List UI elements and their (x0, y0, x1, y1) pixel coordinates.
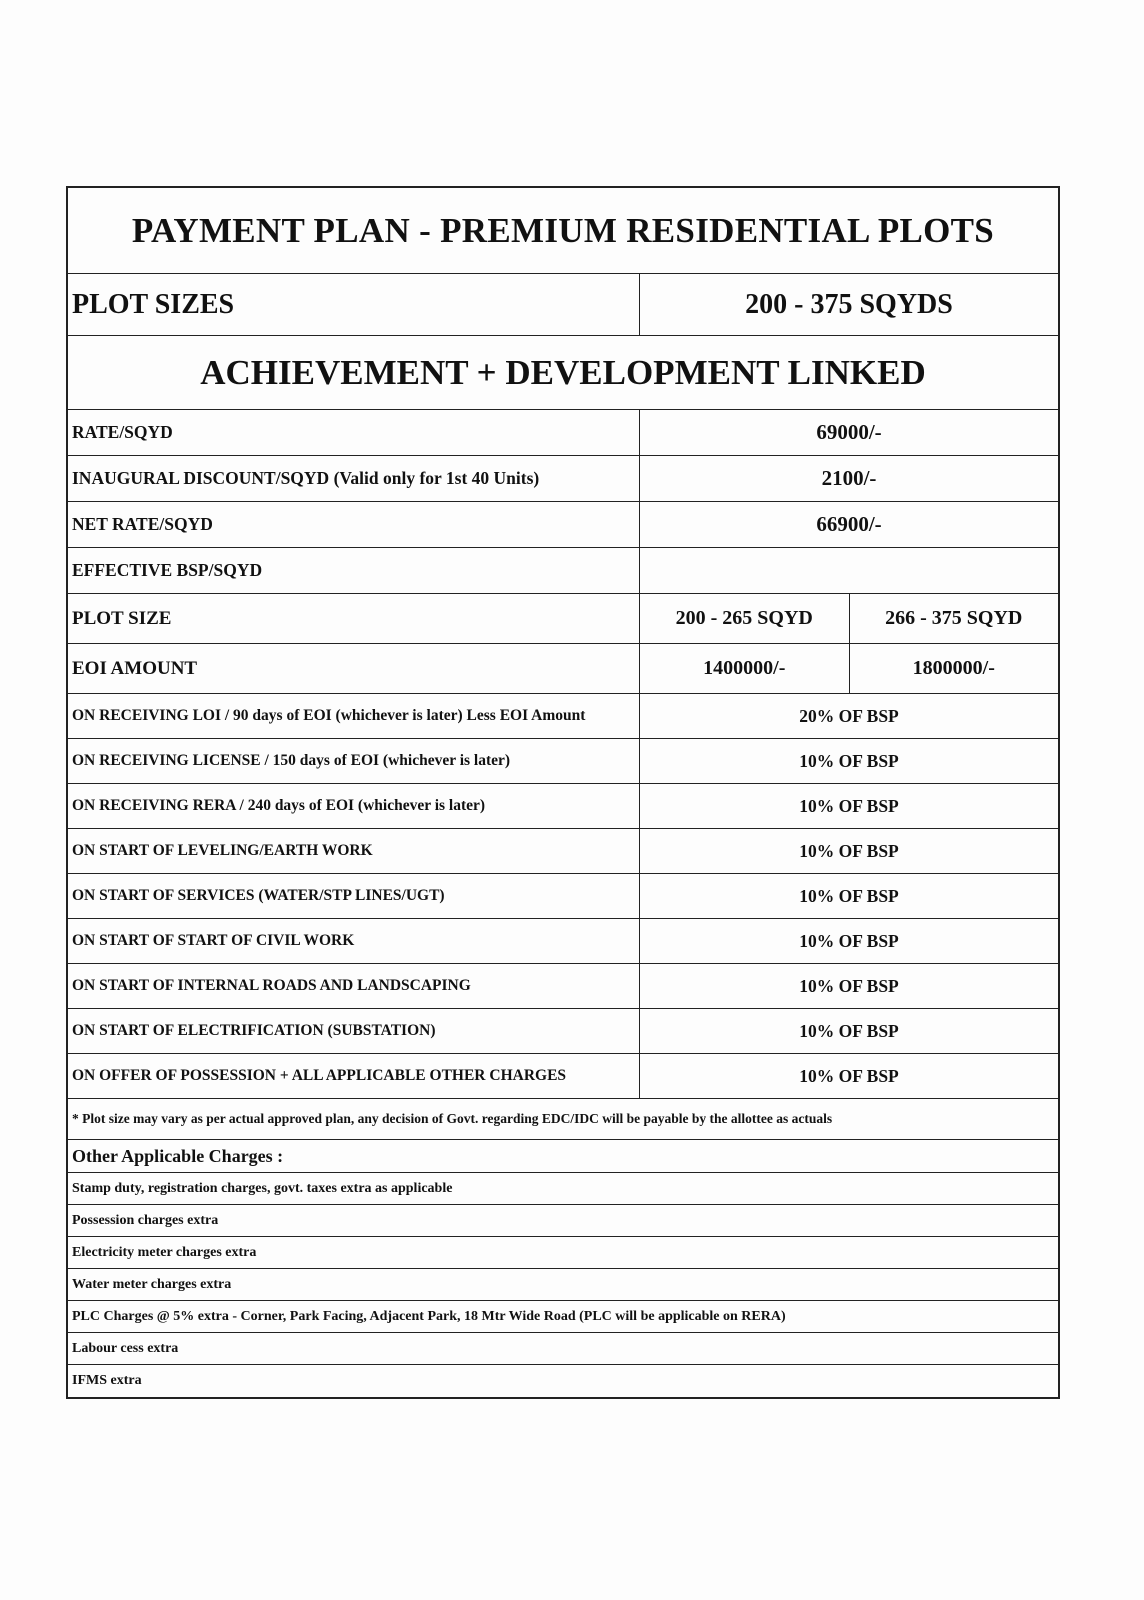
stage-row (68, 1054, 1058, 1099)
note-row (68, 1099, 1058, 1140)
effective-bsp-label: EFFECTIVE BSP/SQYD (68, 548, 640, 593)
plan-type-heading: ACHIEVEMENT + DEVELOPMENT LINKED (200, 352, 926, 392)
other-charges-heading: Other Applicable Charges : (72, 1145, 284, 1166)
stage-value: 10% OF BSP (799, 975, 899, 996)
charge-item: Water meter charges extra (72, 1276, 232, 1292)
charge-row (68, 1173, 1058, 1205)
stage-label: ON START OF INTERNAL ROADS AND LANDSCAPING (68, 964, 640, 1008)
stage-row (68, 694, 1058, 739)
net-rate-label: NET RATE/SQYD (68, 502, 640, 547)
charge-row (68, 1365, 1058, 1397)
charge-row (68, 1269, 1058, 1301)
discount-value: 2100/- (821, 466, 877, 490)
plot-size-label: PLOT SIZE (68, 594, 640, 643)
stage-label: ON RECEIVING LOI / 90 days of EOI (whichever is later) Less EOI Amount (68, 694, 640, 738)
charge-row (68, 1333, 1058, 1365)
stage-row (68, 874, 1058, 919)
effective-bsp-value (640, 548, 1058, 593)
stage-label: ON START OF ELECTRIFICATION (SUBSTATION) (68, 1009, 640, 1053)
charge-item: Electricity meter charges extra (72, 1244, 257, 1260)
charge-row (68, 1301, 1058, 1333)
charge-row (68, 1237, 1058, 1269)
stage-row (68, 1009, 1058, 1054)
plot-size-large: 266 - 375 SQYD (849, 594, 1059, 643)
stage-label: ON START OF LEVELING/EARTH WORK (68, 829, 640, 873)
other-charges-heading-row (68, 1140, 1058, 1173)
eoi-small: 1400000/- (703, 657, 786, 679)
payment-plan-table (66, 186, 1060, 1399)
charge-item: IFMS extra (72, 1373, 142, 1388)
stage-label: ON START OF START OF CIVIL WORK (68, 919, 640, 963)
charge-item: Stamp duty, registration charges, govt. taxes extra as applicable (72, 1180, 453, 1196)
stage-row (68, 919, 1058, 964)
stage-value: 10% OF BSP (799, 885, 899, 906)
plot-size-row (68, 594, 1058, 644)
charge-item: Labour cess extra (72, 1340, 179, 1356)
stage-value: 10% OF BSP (799, 1020, 899, 1041)
stage-value: 10% OF BSP (799, 750, 899, 771)
document-title: PAYMENT PLAN - PREMIUM RESIDENTIAL PLOTS (131, 210, 995, 250)
rate-row (68, 410, 1058, 456)
charge-item: Possession charges extra (72, 1212, 219, 1228)
eoi-row (68, 644, 1058, 694)
eoi-large: 1800000/- (849, 644, 1059, 693)
net-rate-row (68, 502, 1058, 548)
stage-value: 10% OF BSP (799, 930, 899, 951)
net-rate-value: 66900/- (816, 512, 882, 536)
discount-label: INAUGURAL DISCOUNT/SQYD (Valid only for 1st 40 Units) (68, 456, 640, 501)
stage-value: 10% OF BSP (799, 840, 899, 861)
plot-size-note: * Plot size may vary as per actual approved plan, any decision of Govt. regarding EDC/IDC will be payable by the allottee as actuals (72, 1111, 833, 1126)
stage-label: ON RECEIVING LICENSE / 150 days of EOI (whichever is later) (68, 739, 640, 783)
stage-label: ON RECEIVING RERA / 240 days of EOI (whichever is later) (68, 784, 640, 828)
plot-sizes-label: PLOT SIZES (68, 274, 640, 335)
charge-row (68, 1205, 1058, 1237)
plan-type-row (68, 336, 1058, 410)
stage-row (68, 784, 1058, 829)
discount-row (68, 456, 1058, 502)
plot-size-small: 200 - 265 SQYD (675, 607, 813, 629)
stage-row (68, 829, 1058, 874)
stage-value: 10% OF BSP (799, 795, 899, 816)
stage-row (68, 964, 1058, 1009)
rate-label: RATE/SQYD (68, 410, 640, 455)
stage-value: 20% OF BSP (799, 705, 899, 726)
rate-value: 69000/- (816, 420, 882, 444)
plot-sizes-row (68, 274, 1058, 336)
effective-bsp-row (68, 548, 1058, 594)
stage-label: ON OFFER OF POSSESSION + ALL APPLICABLE OTHER CHARGES (68, 1054, 640, 1098)
plot-sizes-value: 200 - 375 SQYDS (745, 288, 953, 320)
eoi-label: EOI AMOUNT (68, 644, 640, 693)
title-row (68, 188, 1058, 274)
charge-item: PLC Charges @ 5% extra - Corner, Park Facing, Adjacent Park, 18 Mtr Wide Road (PLC will be applicable on RERA) (72, 1308, 786, 1324)
stage-row (68, 739, 1058, 784)
stage-label: ON START OF SERVICES (WATER/STP LINES/UGT) (68, 874, 640, 918)
stage-value: 10% OF BSP (799, 1065, 899, 1086)
